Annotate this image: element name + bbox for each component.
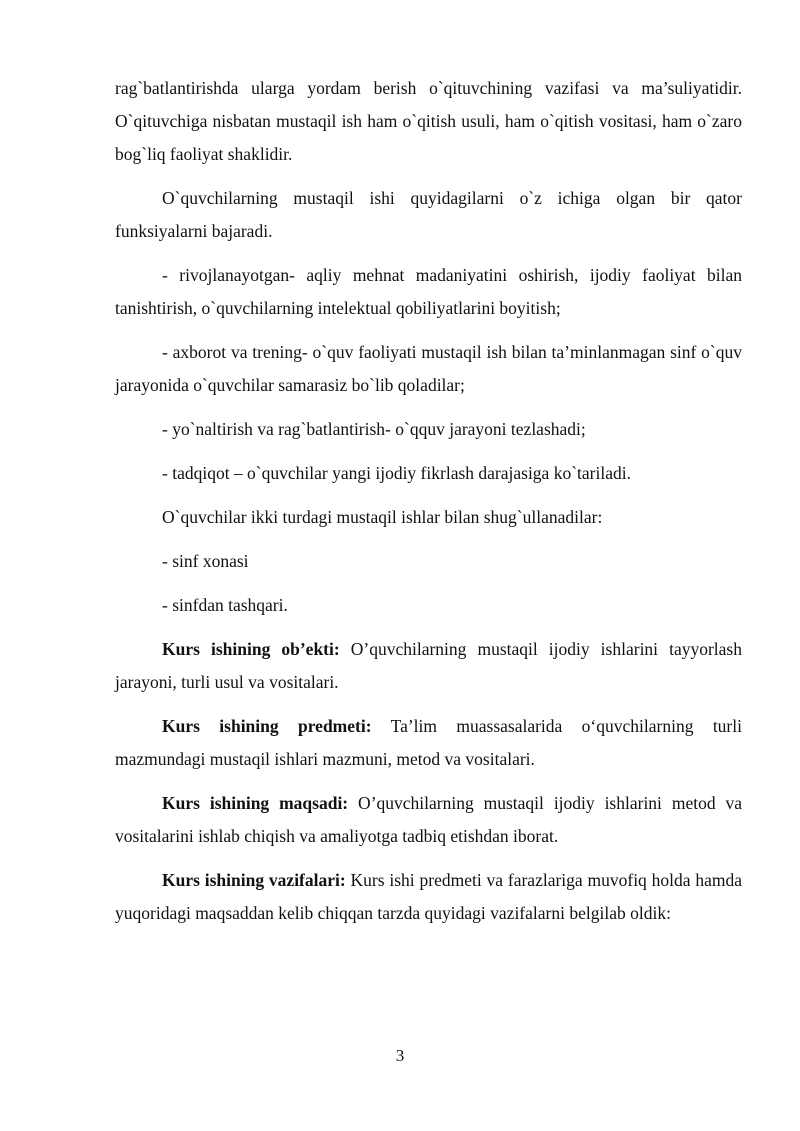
list-item-extracurricular	[115, 589, 742, 622]
paragraph-functions-intro	[115, 182, 742, 248]
paragraph-text: O`quvchilar ikki turdagi mustaqil ishlar bilan shug`ullanadilar:	[162, 507, 603, 527]
paragraph-tasks	[115, 864, 742, 930]
paragraph-text: - tadqiqot – o`quvchilar yangi ijodiy fikrlash darajasiga ko`tariladi.	[162, 463, 631, 483]
paragraph-text: - rivojlanayotgan- aqliy mehnat madaniyatini oshirish, ijodiy faoliyat bilan tanishtirish, o`quvchilarning intelektual qobiliyatlarini boyitish;	[115, 265, 742, 318]
paragraph-text: O`quvchilarning mustaqil ishi quyidagilarni o`z ichiga olgan bir qator funksiyalarni bajaradi.	[115, 188, 742, 241]
list-item-research	[115, 457, 742, 490]
paragraph-text: - axborot va trening- o`quv faoliyati mustaqil ish bilan ta’minlanmagan sinf o`quv jarayonida o`quvchilar samarasiz bo`lib qoladilar;	[115, 342, 742, 395]
paragraph-text: - yo`naltirish va rag`batlantirish- o`qquv jarayoni tezlashadi;	[162, 419, 586, 439]
paragraph-text: - sinfdan tashqari.	[162, 595, 288, 615]
paragraph-text: O’quvchilarning mustaqil ijodiy ishlarini metod va vositalarini ishlab chiqish va amaliyotga tadbiq etishdan iborat.	[115, 793, 743, 846]
list-item-classroom	[115, 545, 742, 578]
list-item-developing	[115, 259, 742, 325]
paragraph-object	[115, 633, 742, 699]
paragraph-text: Kurs ishi predmeti va farazlariga muvofiq holda hamda yuqoridagi maqsaddan kelib chiqqan tarzda quyidagi vazifalarni belgilab oldik:	[115, 870, 742, 923]
document-body	[115, 72, 742, 930]
paragraph-text: - sinf xonasi	[162, 551, 249, 571]
paragraph-work-types	[115, 501, 742, 534]
paragraph-continuation	[115, 72, 742, 171]
paragraph-label: Kurs ishining predmeti:	[162, 716, 372, 736]
paragraph-label: Kurs ishining vazifalari:	[162, 870, 346, 890]
paragraph-text: Ta’lim muassasalarida o‘quvchilarning turli mazmundagi mustaqil ishlari mazmuni, metod va vositalari.	[115, 716, 742, 769]
list-item-information-training	[115, 336, 742, 402]
paragraph-text: O’quvchilarning mustaqil ijodiy ishlarini tayyorlash jarayoni, turli usul va vositalari.	[115, 639, 742, 692]
paragraph-label: Kurs ishining ob’ekti:	[162, 639, 340, 659]
paragraph-text: rag`batlantirishda ularga yordam berish o`qituvchining vazifasi va ma’suliyatidir. O`qituvchiga nisbatan mustaqil ish ham o`qitish usuli, ham o`qitish vositasi, ham o`zaro bog`liq faoliyat shaklidir.	[115, 78, 742, 164]
paragraph-label: Kurs ishining maqsadi:	[162, 793, 349, 813]
list-item-orientation	[115, 413, 742, 446]
paragraph-subject	[115, 710, 742, 776]
page-number: 3	[395, 1046, 405, 1065]
paragraph-goal	[115, 787, 742, 853]
